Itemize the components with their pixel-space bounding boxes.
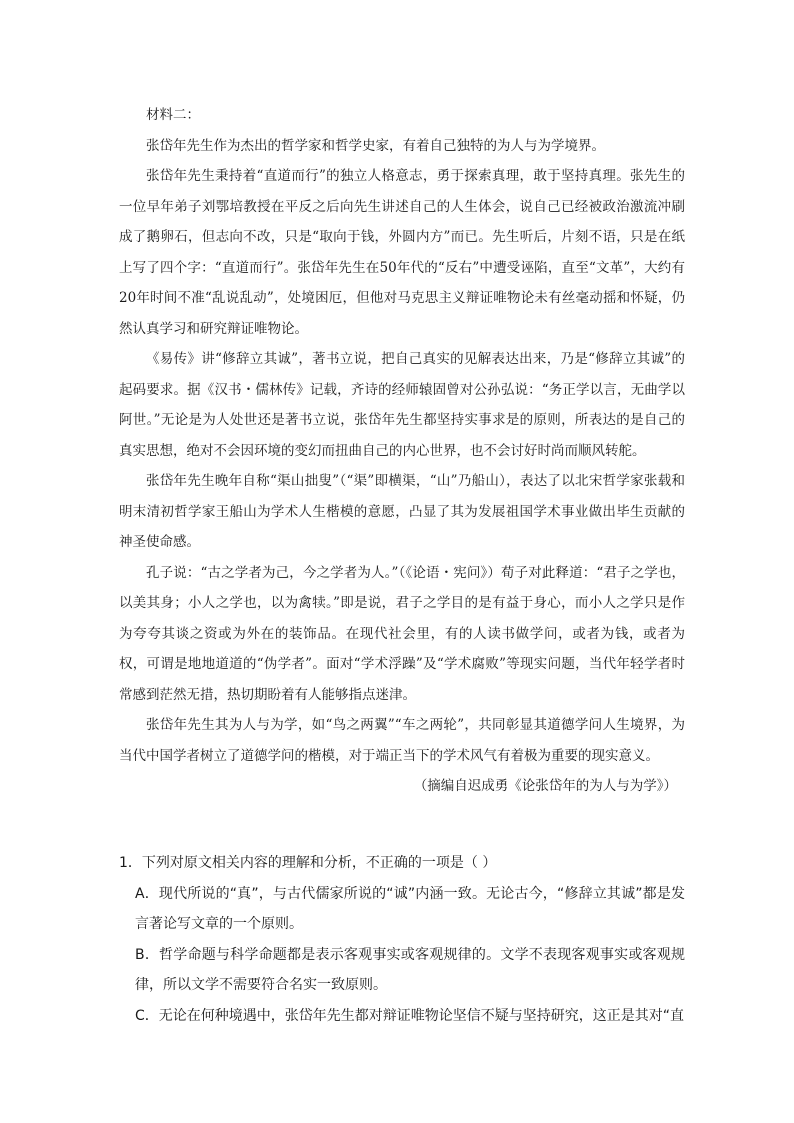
paragraph: 《易传》讲“修辞立其诚”，著书立说，把自己真实的见解表达出来，乃是“修辞立其诚”的起码要求。据《汉书・儒林传》记载，齐诗的经师辕固曾对公孙弘说：“务正学以言，无曲学以阿世。”无论是为人处世还是著书立说，张岱年先生都坚持实事求是的原则，所表达的是自己的真实思想，绝对不会因环境的变幻而扭曲自己的内心世界，也不会讨好时尚而顺风转舵。: [119, 351, 685, 459]
material-label: 材料二：: [146, 107, 200, 123]
question-1: [119, 848, 685, 1031]
question-stem: 1．下列对原文相关内容的理解和分析，不正确的一项是（ ）: [119, 855, 497, 871]
paragraph: 张岱年先生秉持着“直道而行”的独立人格意志，勇于探索真理，敢于坚持真理。张先生的一位早年弟子刘鄂培教授在平反之后向先生讲述自己的人生体会，说自己已经被政治激流冲刷成了鹅卵石，但志向不改，只是“取向于钱，外圆内方”而已。先生听后，片刻不语，只是在纸上写了四个字：“直道而行”。张岱年先生在50年代的“反右”中遭受诬陷，直至“文革”，大约有20年时间不准“乱说乱动”，处境困厄，但他对马克思主义辩证唯物论未有丝毫动摇和怀疑，仍然认真学习和研究辩证唯物论。: [119, 168, 685, 337]
option-a: A．现代所说的“真”，与古代儒家所说的“诚”内涵一致。无论古今，“修辞立其诚”都是发言著论写文章的一个原则。: [135, 885, 685, 932]
option-b: B．哲学命题与科学命题都是表示客观事实或客观规律的。文学不表现客观事实或客观规律，所以文学不需要符合名实一致原则。: [135, 946, 685, 993]
material-passage: [119, 100, 685, 802]
option-c: C．无论在何种境遇中，张岱年先生都对辩证唯物论坚信不疑与坚持研究，这正是其对“直: [135, 1007, 685, 1024]
paragraph: 张岱年先生晚年自称“渠山拙叟”（“渠”即横渠，“山”乃船山），表达了以北宋哲学家张载和明末清初哲学家王船山为学术人生楷模的意愿，凸显了其为发展祖国学术事业做出毕生贡献的神圣使命感。: [119, 473, 685, 550]
source-citation: （摘编自迟成勇《论张岱年的为人与为学》）: [413, 778, 677, 794]
paragraph: 孔子说：“古之学者为己，今之学者为人。”（《论语・宪问》）荀子对此释道：“君子之学也，以美其身；小人之学也，以为禽犊。”即是说，君子之学目的是有益于身心，而小人之学只是作为夸夸其谈之资或为外在的装饰品。在现代社会里，有的人读书做学问，或者为钱，或者为权，可谓是地地道道的“伪学者”。面对“学术浮躁”及“学术腐败”等现实问题，当代年轻学者时常感到茫然无措，热切期盼着有人能够指点迷津。: [119, 564, 685, 703]
paragraph: 张岱年先生作为杰出的哲学家和哲学史家，有着自己独特的为人与为学境界。: [146, 137, 605, 154]
paragraph: 张岱年先生其为人与为学，如“鸟之两翼”“车之两轮”，共同彰显其道德学问人生境界，为当代中国学者树立了道德学问的楷模，对于端正当下的学术风气有着极为重要的现实意义。: [119, 717, 685, 764]
